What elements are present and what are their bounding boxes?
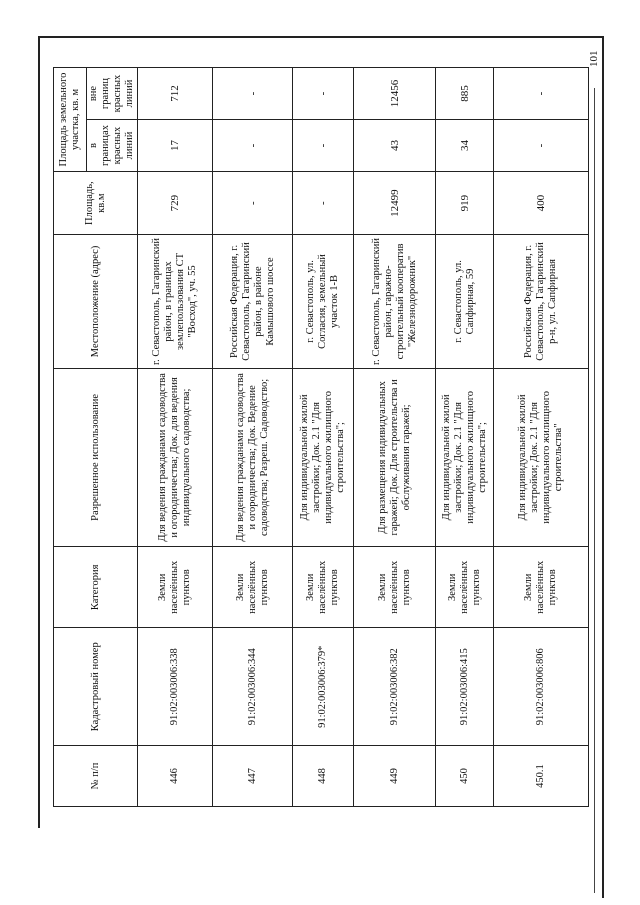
header-within-red-lines: в границах красных линий — [87, 120, 138, 172]
cell-cadastral-number: 91:02:003006:382 — [354, 628, 436, 746]
table-row — [293, 68, 354, 807]
table-row — [436, 68, 494, 807]
cell-within-red-lines: - — [494, 120, 589, 172]
cell-category: Земли населённых пунктов — [293, 547, 354, 628]
cell-area: 12499 — [354, 172, 436, 235]
cell-cadastral-number: 91:02:003006:806 — [494, 628, 589, 746]
cell-area: 729 — [138, 172, 213, 235]
cell-cadastral-number: 91:02:003006:344 — [213, 628, 293, 746]
cell-num: 450.1 — [494, 745, 589, 806]
page-side-rule — [594, 88, 595, 893]
cell-num: 449 — [354, 745, 436, 806]
cell-permitted-use: Для индивидуальной жилой застройки; Док. 2.1 "Для индивидуального жилищного строительства"; — [436, 368, 494, 547]
cell-outside-red-lines: 885 — [436, 68, 494, 120]
cell-outside-red-lines: - — [494, 68, 589, 120]
header-area: Площадь, кв.м — [54, 172, 138, 235]
cell-num: 446 — [138, 745, 213, 806]
header-location: Местоположение (адрес) — [54, 235, 138, 368]
cell-location: г. Севастополь, Гагаринский район, гаражно-строительный кооператив "Железнодорожник" — [354, 235, 436, 368]
cell-cadastral-number: 91:02:003006:338 — [138, 628, 213, 746]
cell-area: 400 — [494, 172, 589, 235]
cell-cadastral-number: 91:02:003006:415 — [436, 628, 494, 746]
page-frame-top — [38, 36, 604, 38]
table-row — [138, 68, 213, 807]
cell-category: Земли населённых пунктов — [138, 547, 213, 628]
cell-permitted-use: Для размещения индивидуальных гаражей; Док. Для строительства и обслуживания гаражей; — [354, 368, 436, 547]
cell-outside-red-lines: 12456 — [354, 68, 436, 120]
header-land-area-group: Площадь земельного участка, кв. м — [54, 68, 87, 172]
cell-permitted-use: Для ведения гражданами садоводства и огородничества; Док. для ведения индивидуального садоводства; — [138, 368, 213, 547]
cell-category: Земли населённых пунктов — [213, 547, 293, 628]
cell-num: 447 — [213, 745, 293, 806]
cell-outside-red-lines: 712 — [138, 68, 213, 120]
cell-permitted-use: Для индивидуальной жилой застройки; Док. 2.1 "Для индивидуального жилищного строительства"; — [293, 368, 354, 547]
cell-area: 919 — [436, 172, 494, 235]
cell-num: 448 — [293, 745, 354, 806]
header-permitted-use: Разрешенное использование — [54, 368, 138, 547]
land-plots-table-container — [53, 67, 588, 807]
table-row — [213, 68, 293, 807]
page-number: 101 — [588, 50, 600, 68]
page-frame-left — [38, 36, 40, 828]
cell-location: г. Севастополь, Гагаринский район, в границах землепользования СТ "Восход", уч. 55 — [138, 235, 213, 368]
header-outside-red-lines: вне границ красных линий — [87, 68, 138, 120]
header-num: № п/п — [54, 745, 138, 806]
cell-within-red-lines: 17 — [138, 120, 213, 172]
cell-within-red-lines: - — [293, 120, 354, 172]
cell-cadastral-number: 91:02:003006:379* — [293, 628, 354, 746]
cell-area: - — [213, 172, 293, 235]
cell-location: г. Севастополь, ул. Сапфирная, 59 — [436, 235, 494, 368]
cell-category: Земли населённых пунктов — [436, 547, 494, 628]
cell-outside-red-lines: - — [293, 68, 354, 120]
cell-within-red-lines: - — [213, 120, 293, 172]
table-row — [494, 68, 589, 807]
cell-area: - — [293, 172, 354, 235]
land-plots-table — [53, 67, 589, 807]
cell-permitted-use: Для ведения гражданами садоводства и огородничества; Док. Ведение садоводства; Разреш. Садоводство; — [213, 368, 293, 547]
cell-permitted-use: Для индивидуальной жилой застройки; Док. 2.1 "Для индивидуального жилищного строительства" — [494, 368, 589, 547]
table-row — [354, 68, 436, 807]
cell-within-red-lines: 43 — [354, 120, 436, 172]
cell-category: Земли населённых пунктов — [494, 547, 589, 628]
cell-within-red-lines: 34 — [436, 120, 494, 172]
page-frame-right — [602, 36, 604, 898]
cell-category: Земли населённых пунктов — [354, 547, 436, 628]
cell-location: Российская Федерация, г. Севастополь, Гагаринский р-н, ул. Сапфирная — [494, 235, 589, 368]
header-category: Категория — [54, 547, 138, 628]
header-cadastral-number: Кадастровый номер — [54, 628, 138, 746]
cell-location: г. Севастополь, ул. Согласия, земельный участок 1-В — [293, 235, 354, 368]
cell-num: 450 — [436, 745, 494, 806]
cell-location: Российская Федерация, г. Севастополь, Гагаринский район, в районе Камышового шоссе — [213, 235, 293, 368]
cell-outside-red-lines: - — [213, 68, 293, 120]
